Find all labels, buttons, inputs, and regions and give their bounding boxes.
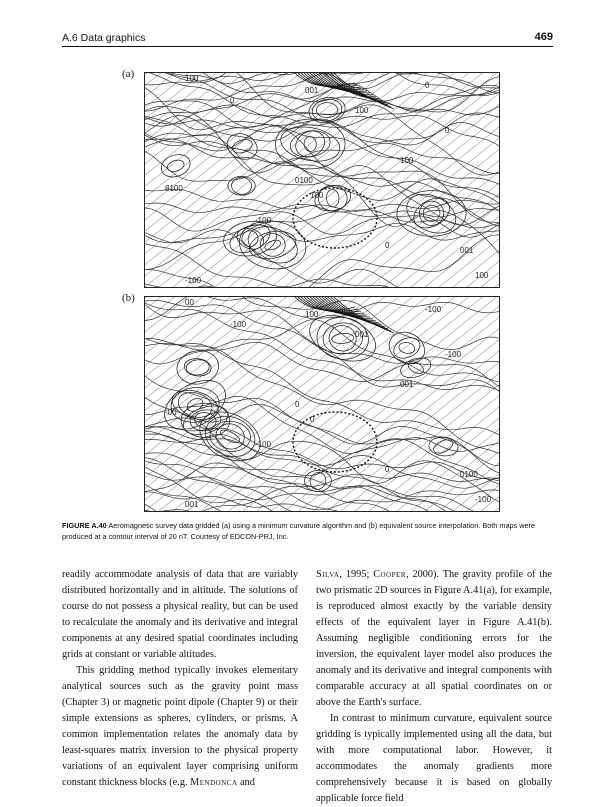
contour-map-b <box>145 297 499 511</box>
contour-label: 001 <box>305 86 319 95</box>
contour-label: -100 <box>255 440 272 449</box>
depression-contour <box>293 188 377 248</box>
contour-label: 001 <box>460 246 474 255</box>
map-panel-b <box>144 296 500 512</box>
contour-label: -100 <box>445 350 462 359</box>
contour-line <box>295 297 355 310</box>
contour-ring <box>326 189 340 207</box>
left-paragraph-2-end: and <box>237 777 255 788</box>
flight-line <box>215 297 483 511</box>
contour-label: -100 <box>475 495 492 504</box>
citation-separator: , 1995; <box>339 569 374 580</box>
contour-label: 0100 <box>460 470 478 479</box>
contour-map-a <box>145 73 499 287</box>
contour-label: 0100 <box>295 176 313 185</box>
contour-label: 0 <box>425 81 430 90</box>
flight-line <box>145 297 203 511</box>
caption-text: Aeromagnetic survey data gridded (a) using a minimum curvature algorithm and (b) equivalent source interpolation. Both maps were produced at a contour interval of 20 nT. Courtesy of EDCON-PRJ, Inc. <box>62 521 536 541</box>
contour-label: 100 <box>185 74 199 83</box>
panel-a-label: (a) <box>122 68 135 80</box>
contour-label: -00 <box>165 408 177 417</box>
flight-line <box>145 297 147 511</box>
contour-label: 100 <box>305 310 319 319</box>
contour-label: -100 <box>230 320 247 329</box>
right-column <box>316 567 552 807</box>
flight-line <box>369 73 499 287</box>
contour-label: 001 <box>400 380 414 389</box>
contour-label: -100 <box>185 276 202 285</box>
contour-ring <box>231 177 252 195</box>
contour-ring <box>316 102 338 117</box>
right-paragraph-2: In contrast to minimum curvature, equivalent source gridding is typically implemented using all the data, but with more computational labor. However, it accommodates the anomaly gradients more comprehensively because it is based on globally applicable force field <box>316 713 552 804</box>
flight-line <box>481 73 499 287</box>
flight-line <box>145 297 315 511</box>
contour-label: -100 <box>425 305 442 314</box>
contour-label: 100 <box>475 271 489 280</box>
running-header <box>62 30 553 47</box>
contour-ring <box>400 187 462 241</box>
contour-ring <box>303 136 317 152</box>
contour-ring <box>432 437 455 456</box>
contour-ring <box>158 151 193 181</box>
panel-b-label: (b) <box>122 292 135 304</box>
citation-cooper: Cooper <box>373 569 407 580</box>
flight-line <box>145 73 203 287</box>
contour-label: -100 <box>255 216 272 225</box>
contour-label: 001 <box>185 500 199 509</box>
right-paragraph-1-text: , 2000). The gravity profile of the two prismatic 2D sources in Figure A.41(a), for example, is reproduced almost exactly by the variable density effects of the equivalent layer in Figure A.41(b). Assuming negligible conditioning errors for the inversion, the equivalent layer model also produces the anomaly and its derivative and integral components with comparable accuracy at all spatial coordinates on or above the Earth's surface. <box>316 569 552 708</box>
contour-label: 0 <box>230 96 235 105</box>
citation-silva: Silva <box>316 569 340 580</box>
contour-label: 0 <box>385 241 390 250</box>
contour-line <box>145 372 499 484</box>
left-paragraph-2 <box>62 663 298 791</box>
page-number: 469 <box>534 31 553 43</box>
map-panel-a <box>144 72 500 288</box>
left-paragraph-2-text: This gridding method typically invokes elementary analytical sources such as the gravity point mass (Chapter 3) or magnetic point dipole (Chapter 9) or their simple extensions as spheres, cylinders, or prisms. A common implementation relates the anomaly data by least-squares matrix inversion to the physical property variations of an equivalent layer comprising uniform constant thickness blocks (e.g. <box>62 665 298 788</box>
contour-line <box>145 223 499 242</box>
flight-line <box>481 297 499 511</box>
section-title: A.6 Data graphics <box>62 32 146 44</box>
left-paragraph-1: readily accommodate analysis of data that are variably distributed horizontally and in altitude. The solutions of course do not possess a physical reality, but can be used to recalculate the anomaly and its derivative and integral components at any desired spatial coordinates including grids at constant or variable altitudes. <box>62 569 298 660</box>
flight-line <box>145 297 175 511</box>
citation-mendonca: Mendonca <box>190 777 238 788</box>
left-column <box>62 567 298 791</box>
contour-label: 001 <box>355 330 369 339</box>
figure-caption <box>62 520 552 542</box>
contour-label: 100 <box>400 156 414 165</box>
contour-line <box>295 73 355 86</box>
contour-ring <box>166 158 186 173</box>
contour-label: 0 <box>445 126 450 135</box>
flight-line <box>397 297 499 511</box>
contour-ring <box>226 219 274 258</box>
contour-label: 0 <box>385 465 390 474</box>
contour-ring <box>275 119 345 170</box>
caption-label: FIGURE A.40 <box>62 521 107 530</box>
right-paragraph-1 <box>316 567 552 711</box>
contour-line <box>145 73 499 175</box>
contour-label: 0 <box>310 415 315 424</box>
flight-line <box>397 73 499 287</box>
contour-label: 0 <box>295 400 300 409</box>
contour-label: 100 <box>310 191 324 200</box>
contour-label: 100 <box>355 106 369 115</box>
flight-line <box>145 297 343 511</box>
flight-line <box>145 73 175 287</box>
contour-label: 8100 <box>165 184 183 193</box>
flight-line <box>411 73 499 287</box>
contour-label: 00 <box>185 298 194 307</box>
